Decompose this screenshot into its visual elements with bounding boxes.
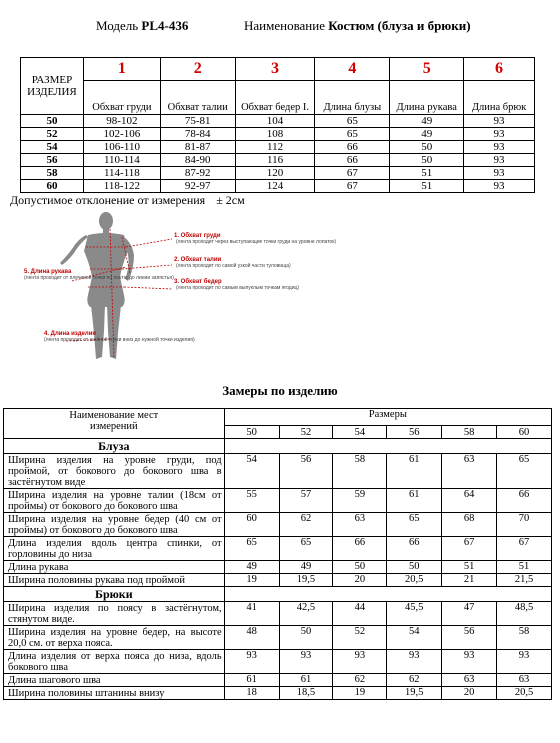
value-cell: 51 (390, 180, 464, 193)
value-cell: 20,5 (387, 574, 442, 587)
value-cell: 58 (497, 626, 552, 650)
value-cell: 93 (464, 154, 535, 167)
size-header: РАЗМЕР ИЗДЕЛИЯ (21, 58, 84, 115)
value-cell: 61 (279, 674, 333, 687)
value-cell: 49 (279, 561, 333, 574)
value-cell: 63 (442, 674, 497, 687)
row-label: Длина изделия от верха пояса до низа, вдоль бокового шва (4, 650, 225, 674)
value-cell: 65 (387, 513, 442, 537)
table-row (21, 115, 535, 128)
body-measurement-figure (22, 207, 367, 367)
size-cell: 56 (21, 154, 84, 167)
value-cell: 18,5 (279, 687, 333, 700)
value-cell: 50 (390, 141, 464, 154)
figure-label-title: 1. Обхват груди (174, 233, 221, 239)
measure-title: Замеры по изделию (222, 383, 338, 398)
value-cell: 61 (224, 674, 279, 687)
value-cell: 55 (224, 489, 279, 513)
figure-label-title: 5. Длина рукава (24, 269, 72, 275)
value-cell: 61 (387, 454, 442, 489)
value-cell: 67 (315, 180, 390, 193)
value-cell: 54 (224, 454, 279, 489)
value-cell: 21,5 (497, 574, 552, 587)
value-cell: 49 (390, 128, 464, 141)
size-col-header: 50 (224, 426, 279, 439)
model-line (96, 18, 188, 34)
value-cell: 67 (497, 537, 552, 561)
value-cell: 66 (315, 154, 390, 167)
table-row (4, 687, 552, 700)
value-cell: 93 (279, 650, 333, 674)
col-number: 4 (315, 58, 390, 81)
value-cell: 21 (442, 574, 497, 587)
value-cell: 66 (333, 537, 387, 561)
col-header: Обхват груди (83, 81, 160, 115)
value-cell: 84-90 (160, 154, 235, 167)
col-header: Длина рукава (390, 81, 464, 115)
value-cell: 62 (387, 674, 442, 687)
value-cell: 51 (497, 561, 552, 574)
figure-label-note: (лента проходит через выступающие точки груди на уровне лопаток) (176, 239, 337, 245)
table-row (4, 561, 552, 574)
blouse-title: Блуза (4, 439, 225, 454)
value-cell: 93 (442, 650, 497, 674)
row-label: Длина изделия вдоль центра спинки, от горловины до низа (4, 537, 225, 561)
row-label: Ширина изделия на уровне талии (18см от проймы) от бокового до бокового шва (4, 489, 225, 513)
table-row (4, 537, 552, 561)
figure-label-note: (лента проходит по самым выпуклым точкам ягодиц) (176, 285, 300, 291)
value-cell: 56 (279, 454, 333, 489)
figure-label-1 (174, 232, 336, 245)
figure-label-title: 2. Обхват талии (174, 257, 222, 263)
size-col-header: 58 (442, 426, 497, 439)
value-cell: 93 (387, 650, 442, 674)
value-cell: 65 (224, 537, 279, 561)
name-line (244, 18, 471, 34)
value-cell: 20 (333, 574, 387, 587)
col-number: 3 (235, 58, 315, 81)
size-table (20, 57, 535, 193)
value-cell: 50 (387, 561, 442, 574)
value-cell: 68 (442, 513, 497, 537)
value-cell: 93 (333, 650, 387, 674)
value-cell: 116 (235, 154, 315, 167)
value-cell: 52 (333, 626, 387, 650)
value-cell: 93 (224, 650, 279, 674)
size-col-header: 56 (387, 426, 442, 439)
figure-label-2 (174, 256, 291, 269)
value-cell: 62 (333, 674, 387, 687)
col-header: Длина блузы (315, 81, 390, 115)
value-cell: 50 (390, 154, 464, 167)
name-label: Наименование (244, 18, 325, 33)
value-cell: 114-118 (83, 167, 160, 180)
col-number: 1 (83, 58, 160, 81)
value-cell: 60 (224, 513, 279, 537)
value-cell: 48 (224, 626, 279, 650)
value-cell: 93 (464, 141, 535, 154)
value-cell: 112 (235, 141, 315, 154)
size-cell: 52 (21, 128, 84, 141)
table-row (4, 674, 552, 687)
figure-label-3 (174, 278, 299, 291)
value-cell: 20 (442, 687, 497, 700)
tolerance-text: Допустимое отклонение от измерения (10, 193, 206, 207)
table-row (21, 154, 535, 167)
col-number: 5 (390, 58, 464, 81)
figure-label-title: 3. Обхват бедер (174, 279, 222, 285)
value-cell: 19 (224, 574, 279, 587)
table-row (4, 574, 552, 587)
value-cell: 102-106 (83, 128, 160, 141)
value-cell: 63 (333, 513, 387, 537)
col-header: Обхват бедер I. (235, 81, 315, 115)
value-cell: 56 (442, 626, 497, 650)
value-cell: 70 (497, 513, 552, 537)
col-header: Обхват талии (160, 81, 235, 115)
table-row (21, 180, 535, 193)
col-number: 6 (464, 58, 535, 81)
size-col-header: 52 (279, 426, 333, 439)
figure-label-note: (лента проходит по самой узкой части туловища) (176, 263, 291, 269)
spacer-cell (224, 439, 551, 454)
value-cell: 66 (315, 141, 390, 154)
row-label: Ширина изделия по поясу в застёгнутом, стянутом виде. (4, 602, 225, 626)
value-cell: 59 (333, 489, 387, 513)
table-row (4, 513, 552, 537)
value-cell: 93 (464, 167, 535, 180)
tolerance-value: ± 2см (216, 193, 245, 207)
row-label: Ширина половины штанины внизу (4, 687, 225, 700)
value-cell: 63 (497, 674, 552, 687)
value-cell: 67 (442, 537, 497, 561)
value-cell: 108 (235, 128, 315, 141)
value-cell: 63 (442, 454, 497, 489)
row-label: Длина рукава (4, 561, 225, 574)
table-row (21, 167, 535, 180)
value-cell: 50 (279, 626, 333, 650)
value-cell: 19,5 (387, 687, 442, 700)
name-value: Костюм (блуза и брюки) (328, 18, 471, 33)
table-row (4, 650, 552, 674)
value-cell: 47 (442, 602, 497, 626)
value-cell: 19,5 (279, 574, 333, 587)
value-cell: 18 (224, 687, 279, 700)
value-cell: 19 (333, 687, 387, 700)
figure-label-title: 4. Длина изделия (44, 331, 96, 337)
value-cell: 92-97 (160, 180, 235, 193)
col-number: 2 (160, 58, 235, 81)
value-cell: 49 (224, 561, 279, 574)
value-cell: 118-122 (83, 180, 160, 193)
row-label: Ширина изделия на уровне бедер (40 см от проймы) от бокового до бокового шва (4, 513, 225, 537)
size-cell: 54 (21, 141, 84, 154)
value-cell: 75-81 (160, 115, 235, 128)
table-row (4, 454, 552, 489)
value-cell: 98-102 (83, 115, 160, 128)
value-cell: 44 (333, 602, 387, 626)
name-header-text: Наименование мест измерений (69, 410, 159, 432)
sizes-header: Размеры (224, 409, 551, 426)
value-cell: 93 (464, 128, 535, 141)
row-label: Ширина изделия на уровне бедер, на высоте 20,0 см. от верха пояса. (4, 626, 225, 650)
value-cell: 61 (387, 489, 442, 513)
value-cell: 93 (497, 650, 552, 674)
tolerance-line (10, 193, 245, 208)
value-cell: 45,5 (387, 602, 442, 626)
value-cell: 51 (442, 561, 497, 574)
value-cell: 65 (315, 128, 390, 141)
value-cell: 54 (387, 626, 442, 650)
value-cell: 120 (235, 167, 315, 180)
value-cell: 64 (442, 489, 497, 513)
value-cell: 66 (497, 489, 552, 513)
row-label: Ширина изделия на уровне груди, под проймой, от бокового до бокового шва в застёгнутом виде (4, 454, 225, 489)
value-cell: 51 (390, 167, 464, 180)
size-cell: 50 (21, 115, 84, 128)
table-row (4, 626, 552, 650)
size-col-header: 54 (333, 426, 387, 439)
size-cell: 58 (21, 167, 84, 180)
value-cell: 106-110 (83, 141, 160, 154)
value-cell: 57 (279, 489, 333, 513)
value-cell: 20,5 (497, 687, 552, 700)
spacer-cell (224, 587, 551, 602)
table-row (21, 128, 535, 141)
value-cell: 49 (390, 115, 464, 128)
table-row (4, 489, 552, 513)
pants-title: Брюки (4, 587, 225, 602)
value-cell: 78-84 (160, 128, 235, 141)
figure-label-4 (44, 331, 195, 343)
figure-label-note: (лента проходит от плечевой точки по локтю до линии запястья) (24, 275, 174, 281)
value-cell: 62 (279, 513, 333, 537)
measure-table (3, 408, 552, 700)
model-label: Модель (96, 18, 139, 33)
value-cell: 87-92 (160, 167, 235, 180)
value-cell: 50 (333, 561, 387, 574)
value-cell: 93 (464, 180, 535, 193)
table-row (4, 602, 552, 626)
size-cell: 60 (21, 180, 84, 193)
value-cell: 104 (235, 115, 315, 128)
value-cell: 65 (497, 454, 552, 489)
value-cell: 41 (224, 602, 279, 626)
row-label: Ширина половины рукава под проймой (4, 574, 225, 587)
value-cell: 58 (333, 454, 387, 489)
table-row (21, 141, 535, 154)
value-cell: 110-114 (83, 154, 160, 167)
value-cell: 65 (315, 115, 390, 128)
value-cell: 66 (387, 537, 442, 561)
value-cell: 81-87 (160, 141, 235, 154)
model-code: PL4-436 (141, 18, 189, 33)
value-cell: 48,5 (497, 602, 552, 626)
col-header: Длина брюк (464, 81, 535, 115)
value-cell: 65 (279, 537, 333, 561)
value-cell: 93 (464, 115, 535, 128)
value-cell: 42,5 (279, 602, 333, 626)
figure-label-note: (лента проходит от шейной точки вниз до нужной точки изделия) (44, 337, 195, 343)
size-col-header: 60 (497, 426, 552, 439)
value-cell: 67 (315, 167, 390, 180)
value-cell: 124 (235, 180, 315, 193)
name-header (4, 409, 225, 439)
row-label: Длина шагового шва (4, 674, 225, 687)
